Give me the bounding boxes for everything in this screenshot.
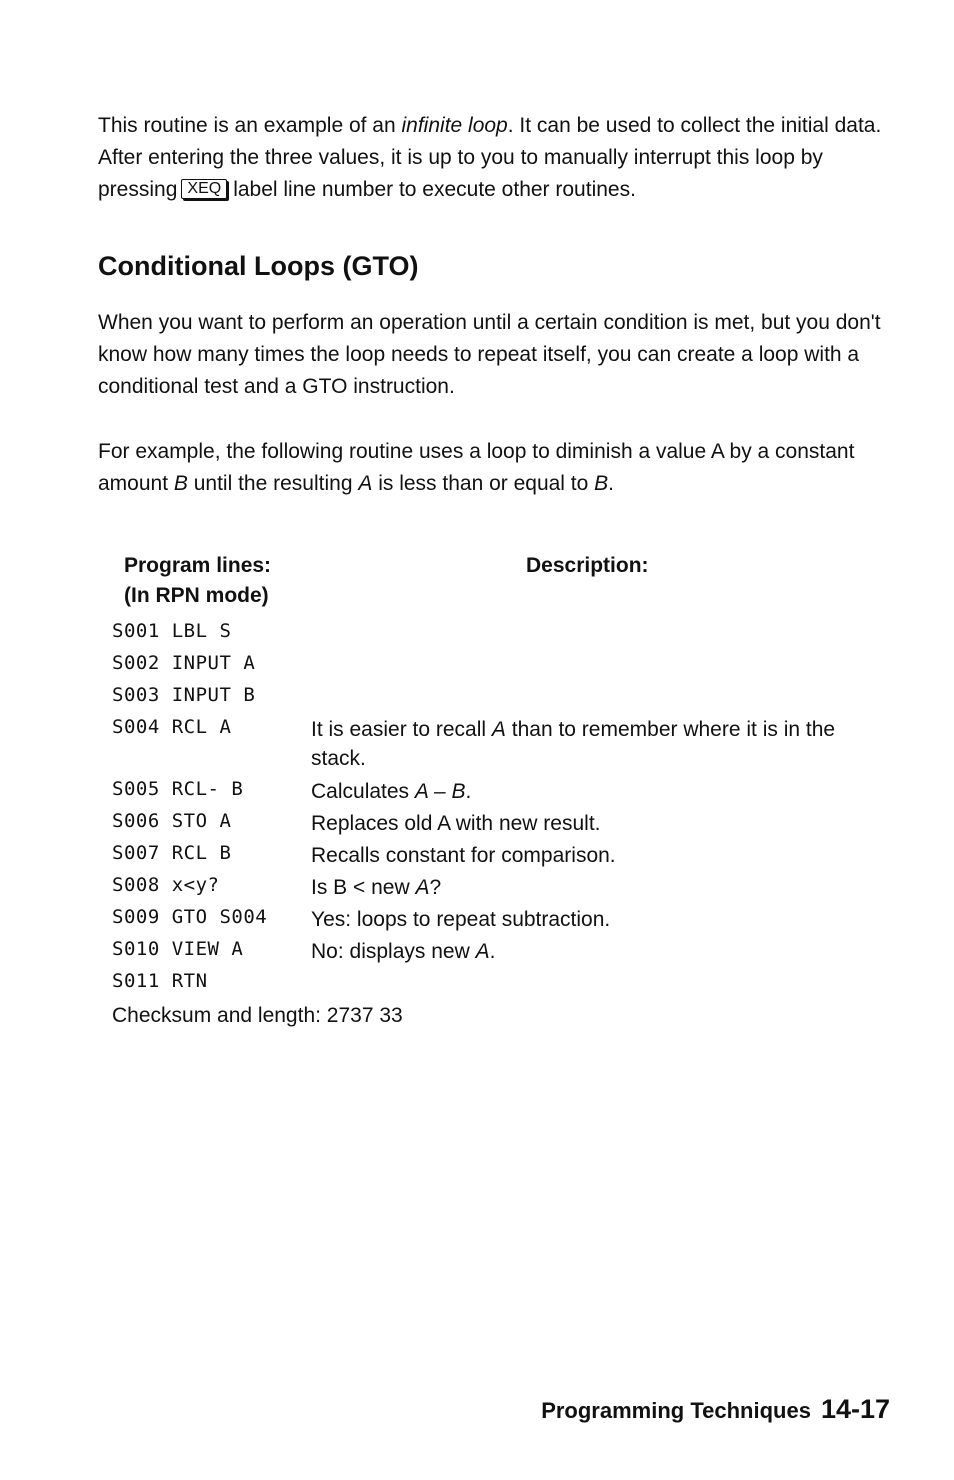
program-lines-label: Program lines:	[124, 554, 272, 577]
program-line-description: Calculates A – B.	[311, 780, 472, 803]
xeq-key-icon: XEQ	[181, 179, 227, 199]
program-line-code: S002 INPUT A	[112, 652, 256, 674]
example-text-1: For example, the following routine uses a loop to diminish a value A by a constant amount	[98, 440, 855, 495]
intro-text-2: . It can be used to collect the initial data. After entering the three values, it is up to you to manually interrupt this loop by pressing	[98, 114, 882, 201]
program-line-description: Recalls constant for comparison.	[311, 844, 616, 867]
section-heading: Conditional Loops (GTO)	[98, 251, 419, 281]
example-var-b: B	[173, 472, 188, 495]
program-line-description: Replaces old A with new result.	[311, 812, 601, 835]
rpn-mode-label: (In RPN mode)	[124, 584, 269, 607]
program-line-code: S011 RTN	[112, 970, 208, 992]
page-footer	[541, 1394, 890, 1425]
paragraph-conditional: When you want to perform an operation until a certain condition is met, but you don't know how many times the loop needs to repeat itself, you can create a loop with a conditional test and a GTO instruction.	[98, 311, 881, 398]
program-line-code: S009 GTO S004	[112, 906, 268, 928]
paragraph-example	[98, 436, 898, 500]
program-line-description: It is easier to recall A than to remember where it is in the stack.	[311, 718, 836, 770]
program-line-code: S010 VIEW A	[112, 938, 244, 960]
example-text-2: until the resulting	[187, 472, 359, 495]
checksum-length: Checksum and length: 2737 33	[112, 1004, 403, 1027]
footer-section-title: Programming Techniques	[541, 1398, 811, 1423]
example-var-b2: B	[594, 472, 609, 495]
intro-paragraph	[98, 110, 898, 206]
page-number: 14-17	[820, 1394, 890, 1424]
program-line-code: S001 LBL S	[112, 620, 232, 642]
program-line-code: S007 RCL B	[112, 842, 232, 864]
intro-text-3: label line number to execute other routines.	[233, 178, 636, 201]
program-line-code: S006 STO A	[112, 810, 232, 832]
program-line-code: S005 RCL- B	[112, 778, 244, 800]
example-text-3: is less than or equal to	[372, 472, 595, 495]
description-header: Description:	[526, 554, 649, 577]
program-lines-header	[124, 551, 271, 611]
program-line-description: Yes: loops to repeat subtraction.	[311, 908, 611, 931]
intro-text-1: This routine is an example of an	[98, 114, 402, 137]
program-line-description: Is B < new A?	[311, 876, 442, 899]
example-text-4: .	[608, 472, 615, 495]
intro-italic-term: infinite loop	[401, 114, 508, 137]
program-line-code: S003 INPUT B	[112, 684, 256, 706]
program-line-description: No: displays new A.	[311, 940, 496, 963]
program-line-code: S008 x<y?	[112, 874, 220, 896]
program-line-code: S004 RCL A	[112, 716, 232, 738]
example-var-a: A	[358, 472, 373, 495]
